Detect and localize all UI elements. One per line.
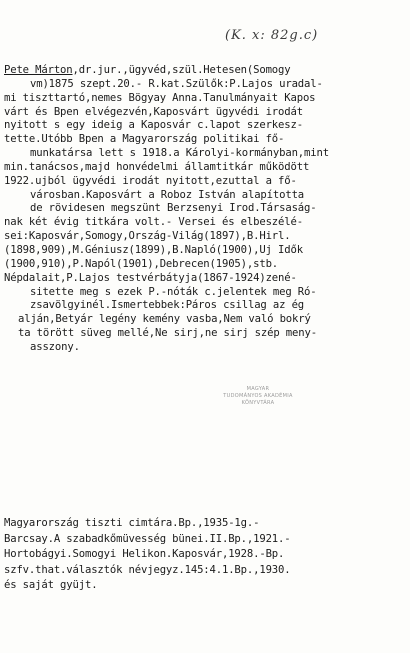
bio-line: min.tanácsos,majd honvédelmi államtitkár működött (4, 160, 310, 173)
biography-text (4, 64, 408, 355)
bio-line: mi tiszttartó,nemes Bögyay Anna.Tanulmányait Kapos (4, 91, 316, 104)
handwritten-call-number: (K. x: 82g.c) (225, 28, 319, 43)
bio-line: tette.Utóbb Bpen a Magyarország politikai fő- (4, 133, 285, 146)
bio-line: 1922.ujból ügyvédi irodát nyitott,ezuttal a fő- (4, 174, 297, 187)
stamp-line: TUDOMÁNYOS AKADÉMIA (223, 393, 293, 399)
bio-line: várt és Bpen elvégezvén,Kaposvárt ügyvédi irodát (4, 105, 303, 118)
sources-text (4, 516, 408, 594)
library-stamp (210, 386, 306, 407)
bio-line: munkatársa lett s 1918.a Károlyi-kormányban,mint (30, 147, 329, 160)
source-line: Hortobágyi.Somogyi Helikon.Kaposvár,1928.-Bp. (4, 548, 285, 560)
bio-line: ta törött süveg mellé,Ne sirj,ne sirj szép meny- (18, 327, 317, 340)
bio-line: sitette meg s ezek P.-nóták c.jelentek meg Ró- (30, 285, 317, 298)
bio-line: (1898,909),M.Géniusz(1899),B.Napló(1900),Uj Idők (4, 243, 303, 256)
bio-line: de rövidesen megszünt Berzsenyi Irod.Társaság- (30, 202, 317, 215)
source-line: és saját gyüjt. (4, 579, 98, 591)
bio-line: asszony. (30, 340, 80, 353)
bio-line: nak két évig titkára volt.- Versei és elbeszélé- (4, 216, 303, 229)
bio-line: sei:Kaposvár,Somogy,Ország-Világ(1897),B.Hirl. (4, 230, 291, 243)
bio-line: vm)1875 szept.20.- R.kat.Szülők:P.Lajos uradal- (30, 77, 323, 90)
bio-line: városban.Kaposvárt a Roboz István alapította (30, 188, 305, 201)
source-line: Barcsay.A szabadkőmüvesség bünei.II.Bp.,1921.- (4, 532, 291, 545)
source-line: szfv.that.választók névjegyz.145:4.1.Bp.,1930. (4, 563, 291, 576)
bio-line (4, 64, 408, 78)
bio-line: Népdalait,P.Lajos testvérbátyja(1867-1924)zené- (4, 271, 297, 284)
stamp-line: MAGYAR (246, 386, 270, 392)
stamp-line: KÖNYVTÁRA (241, 400, 275, 406)
name-heading: Pete Márton (4, 64, 73, 76)
bio-line-1-rest: ,dr.jur.,ügyvéd,szül.Hetesen(Somogy (72, 64, 291, 76)
bio-line: (1900,910),P.Napól(1901),Debrecen(1905),stb. (4, 257, 279, 270)
bio-line: zsavölgyinél.Ismertebbek:Páros csillag az ég (30, 299, 305, 312)
bio-line: nyitott s egy ideig a Kaposvár c.lapot szerkesz- (4, 119, 303, 132)
bio-line: alján,Betyár legény kemény vasba,Nem való bokrý (18, 313, 311, 326)
source-line: Magyarország tiszti cimtára.Bp.,1935-1g.- (4, 517, 260, 529)
